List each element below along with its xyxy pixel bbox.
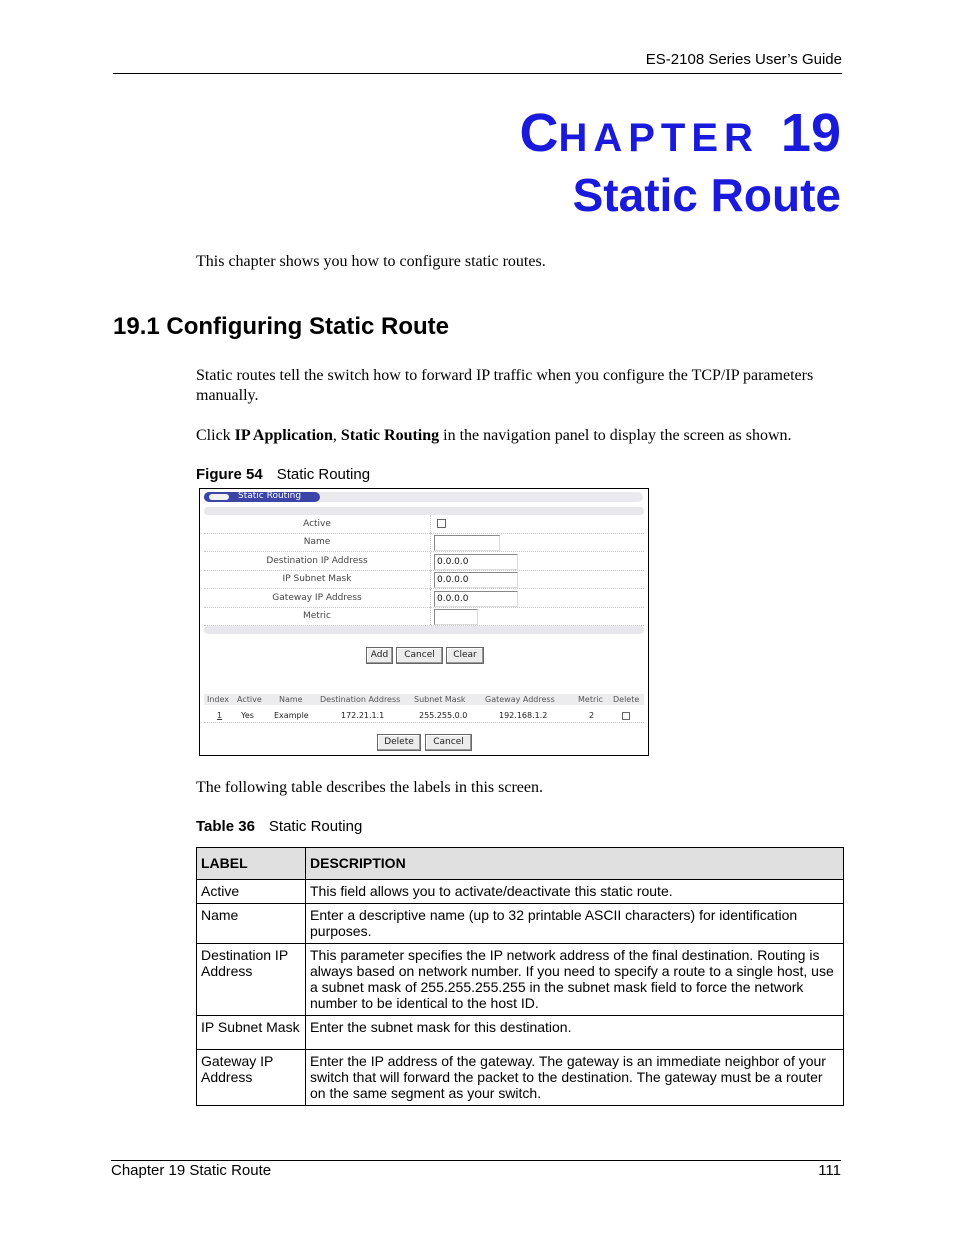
row-description: This parameter specifies the IP network address of the final destination. Routing is always based on network number. If you need to specify a route to a single host, use a subnet mask of 255.255.255.255 in the subnet mask field to force the network number to be identical to the host ID.	[306, 944, 844, 1016]
header-rule	[113, 73, 842, 74]
section-paragraph-1: Static routes tell the switch how to forward IP traffic when you configure the TCP/IP parameters manually.	[196, 367, 814, 404]
row-label: Active	[197, 880, 306, 904]
field-label-name: Name	[303, 537, 331, 547]
field-row-metric	[204, 607, 644, 626]
row-destination: 172.21.1.1	[341, 711, 385, 720]
row-label: Name	[197, 904, 306, 944]
row-delete-checkbox[interactable]	[622, 712, 630, 720]
row-description: This field allows you to activate/deactivate this static route.	[306, 880, 844, 904]
metric-input[interactable]	[434, 609, 478, 625]
footer-rule	[111, 1160, 841, 1161]
table-row	[197, 904, 844, 944]
panel-title-bar	[203, 492, 643, 502]
col-delete: Delete	[613, 695, 640, 704]
name-input[interactable]	[434, 535, 500, 551]
col-destination: Destination Address	[320, 695, 401, 704]
col-name: Name	[279, 695, 303, 704]
route-list-header	[204, 694, 644, 705]
row-subnet-mask: 255.255.0.0	[419, 711, 468, 720]
field-row-dest-ip	[204, 552, 644, 571]
para2-bold-static-routing: Static Routing	[340, 427, 440, 444]
footer-chapter: Chapter 19 Static Route	[111, 1162, 272, 1179]
section-title: 19.1 Configuring Static Route	[113, 313, 450, 340]
para2-prefix: Click	[196, 427, 235, 444]
chapter-label	[519, 102, 841, 164]
delete-button[interactable]: Delete	[377, 734, 421, 751]
figure-caption-label: Figure 54	[196, 466, 263, 483]
figure-caption	[196, 466, 370, 483]
running-header: ES-2108 Series User’s Guide	[645, 51, 842, 68]
row-label: IP Subnet Mask	[197, 1016, 306, 1050]
dest-ip-input[interactable]: 0.0.0.0	[434, 554, 518, 570]
active-checkbox[interactable]	[437, 519, 446, 528]
field-label-metric: Metric	[303, 611, 331, 621]
field-row-subnet	[204, 570, 644, 589]
table-header-row	[197, 848, 844, 880]
row-metric: 2	[589, 711, 595, 720]
chapter-title: Static Route	[572, 169, 841, 221]
field-label-gateway: Gateway IP Address	[272, 593, 362, 603]
section-paragraph-2	[196, 427, 792, 445]
row-divider	[430, 589, 431, 607]
page-number: 111	[818, 1162, 841, 1179]
label-description-table	[196, 847, 844, 1106]
panel-title: Static Routing	[238, 491, 302, 501]
table-row	[197, 944, 844, 1016]
add-button[interactable]: Add	[366, 647, 393, 664]
table-caption	[196, 818, 362, 835]
row-divider	[430, 515, 431, 533]
table-caption-text: Static Routing	[268, 818, 363, 835]
table-row	[197, 880, 844, 904]
field-label-active: Active	[303, 519, 331, 529]
para2-bold-ip-application: IP Application	[234, 427, 333, 444]
row-divider	[430, 570, 431, 588]
following-paragraph: The following table describes the labels in this screen.	[196, 779, 544, 796]
table-caption-label: Table 36	[196, 818, 255, 835]
panel-title-pill	[204, 492, 320, 502]
static-routing-screenshot	[199, 488, 649, 756]
subnet-input[interactable]: 0.0.0.0	[434, 572, 518, 588]
row-description: Enter the IP address of the gateway. The gateway is an immediate neighbor of your switch that will forward the packet to the destination. The gateway must be a router on the same segment as your switch.	[306, 1050, 844, 1106]
chapter-number: 19	[780, 103, 841, 163]
row-index-link[interactable]: 1	[217, 711, 223, 720]
chapter-label-rest: HAPTER	[558, 116, 759, 160]
col-active: Active	[237, 695, 262, 704]
row-divider	[430, 552, 431, 570]
list-cancel-button[interactable]: Cancel	[425, 734, 472, 751]
row-active: Yes	[241, 711, 254, 720]
header-description: DESCRIPTION	[306, 848, 844, 880]
panel-title-decoration-icon	[209, 494, 229, 500]
form-top-bar	[204, 507, 644, 515]
figure-caption-text: Static Routing	[276, 466, 371, 483]
table-row	[197, 1016, 844, 1050]
col-index: Index	[207, 695, 230, 704]
col-metric: Metric	[578, 695, 603, 704]
para2-sep: ,	[332, 427, 341, 444]
field-row-gateway	[204, 589, 644, 608]
header-label: LABEL	[197, 848, 306, 880]
row-label: Destination IP Address	[197, 944, 306, 1016]
col-gateway: Gateway Address	[485, 695, 555, 704]
field-label-dest-ip: Destination IP Address	[266, 556, 368, 566]
field-label-subnet: IP Subnet Mask	[282, 574, 352, 584]
row-label: Gateway IP Address	[197, 1050, 306, 1106]
row-divider	[430, 533, 431, 551]
clear-button[interactable]: Clear	[446, 647, 484, 664]
row-gateway: 192.168.1.2	[499, 711, 548, 720]
row-divider	[430, 607, 431, 625]
cancel-button[interactable]: Cancel	[396, 647, 443, 664]
row-description: Enter a descriptive name (up to 32 printable ASCII characters) for identification purposes.	[306, 904, 844, 944]
row-name: Example	[274, 711, 309, 720]
chapter-label-cap: C	[519, 103, 559, 163]
field-row-name	[204, 533, 644, 552]
gateway-input[interactable]: 0.0.0.0	[434, 591, 518, 607]
para2-suffix: in the navigation panel to display the screen as shown.	[439, 427, 792, 444]
table-row	[204, 710, 644, 723]
col-subnet-mask: Subnet Mask	[414, 695, 466, 704]
table-row	[197, 1050, 844, 1106]
form-bottom-bar	[204, 626, 644, 634]
field-row-active	[204, 515, 644, 534]
row-description: Enter the subnet mask for this destination.	[306, 1016, 844, 1050]
intro-paragraph: This chapter shows you how to configure static routes.	[196, 253, 546, 270]
